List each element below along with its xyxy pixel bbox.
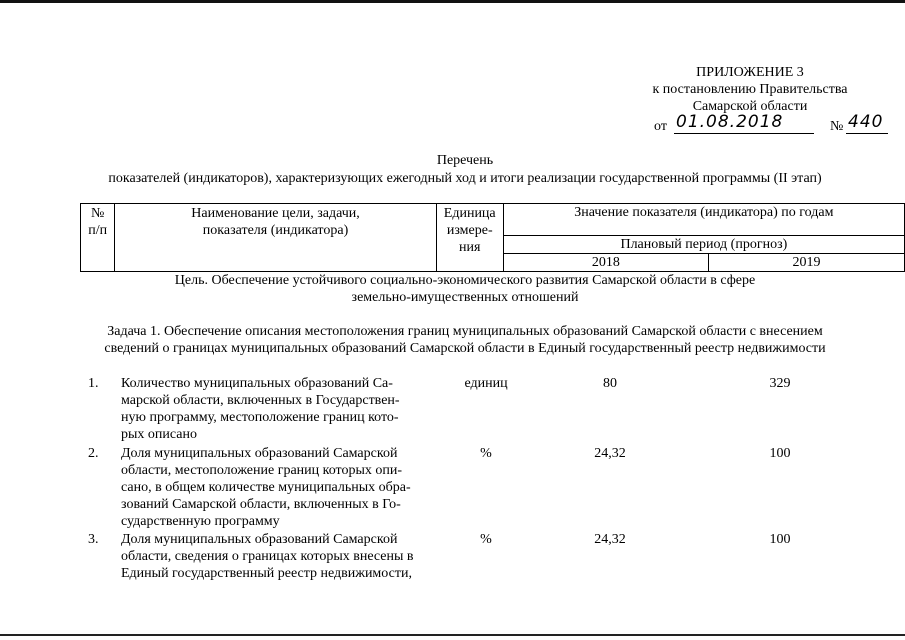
task-line-2: сведений о границах муниципальных образований Самарской области в Единый государственный реестр недвижимости xyxy=(104,341,826,356)
row-number: 3. xyxy=(88,532,99,547)
appendix-line-decree: к постановлению Правительства xyxy=(652,82,848,97)
scan-top-border xyxy=(0,0,905,3)
row-unit: единиц xyxy=(464,376,508,391)
appendix-block xyxy=(640,64,860,115)
year-2018-header: 2018 xyxy=(503,254,708,272)
row-unit: % xyxy=(480,532,492,547)
col-values-header: Значение показателя (индикатора) по годам xyxy=(503,204,904,236)
indicators-table-header xyxy=(80,203,905,272)
decree-date-handwritten: 01.08.2018 xyxy=(676,112,784,132)
task-line-1: Задача 1. Обеспечение описания местоположения границ муниципальных образований Самарской области с внесением xyxy=(107,324,823,339)
from-label: от xyxy=(654,119,667,134)
scan-bottom-border xyxy=(0,634,905,636)
appendix-line-region: Самарской области xyxy=(692,99,808,114)
document-title: Перечень xyxy=(436,153,494,168)
number-underline xyxy=(846,133,888,134)
appendix-title: ПРИЛОЖЕНИЕ 3 xyxy=(696,65,804,80)
col-unit-header: Единица измере-ния xyxy=(436,204,503,272)
decree-date-number xyxy=(654,112,894,136)
col-number-header: № п/п xyxy=(81,204,115,272)
row-indicator-text: Количество муниципальных образований Са- марской области, включенных в Государствен- ную программу, местоположение границ кото- рых описано xyxy=(121,376,400,442)
planning-period-header: Плановый период (прогноз) xyxy=(503,236,904,254)
number-label: № xyxy=(830,119,844,134)
goal-line-2: земельно-имущественных отношений xyxy=(351,290,579,305)
document-subtitle: показателей (индикаторов), характеризующих ежегодный ход и итоги реализации государственной программы (II этап) xyxy=(108,171,822,186)
row-value-2018: 24,32 xyxy=(594,532,626,547)
row-indicator-text: Доля муниципальных образований Самарской области, местоположение границ которых опи- сано, в общем количестве муниципальных обра- зований Самарской области, включенных в Го- сударственную программу xyxy=(121,446,411,529)
row-indicator-text: Доля муниципальных образований Самарской области, сведения о границах которых внесены в Единый государственный реестр недвижимости, xyxy=(121,532,414,581)
row-value-2019: 100 xyxy=(769,446,791,461)
row-number: 1. xyxy=(88,376,99,391)
year-2019-header: 2019 xyxy=(708,254,904,272)
row-value-2018: 24,32 xyxy=(594,446,626,461)
row-value-2019: 329 xyxy=(769,376,791,391)
goal-line-1: Цель. Обеспечение устойчивого социально-экономического развития Самарской области в сфере xyxy=(174,273,756,288)
row-number: 2. xyxy=(88,446,99,461)
col-name-header: Наименование цели, задачи, показателя (индикатора) xyxy=(115,204,436,272)
row-value-2019: 100 xyxy=(769,532,791,547)
row-unit: % xyxy=(480,446,492,461)
date-underline xyxy=(674,133,814,134)
row-value-2018: 80 xyxy=(603,376,617,391)
decree-number-handwritten: 440 xyxy=(848,112,884,132)
